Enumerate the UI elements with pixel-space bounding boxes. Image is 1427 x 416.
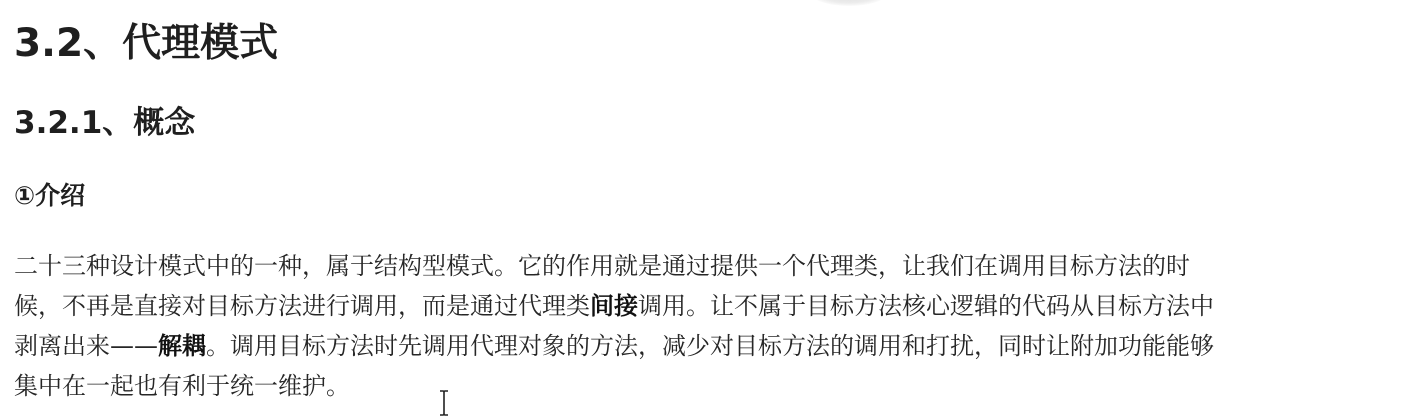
- paragraph-line-3-start: 剥离出来——: [14, 332, 158, 360]
- intro-heading: ①介绍: [14, 181, 86, 210]
- paragraph-line-4: 集中在一起也有利于统一维护。: [14, 372, 350, 400]
- i-beam-cursor-icon: [438, 390, 450, 416]
- paragraph-line-2: [14, 286, 1409, 326]
- paragraph-line-1: 二十三种设计模式中的一种，属于结构型模式。它的作用就是通过提供一个代理类，让我们在调用目标方法的时: [14, 252, 1190, 280]
- top-edge-shadow: [810, 0, 888, 6]
- bold-term-indirect: 间接: [590, 292, 638, 320]
- bold-term-decouple: 解耦: [158, 332, 206, 360]
- section-title: 3.2、代理模式: [14, 21, 279, 66]
- subsection-title: 3.2.1、概念: [14, 105, 196, 141]
- paragraph-line-3-end: 。调用目标方法时先调用代理对象的方法，减少对目标方法的调用和打扰，同时让附加功能能够: [206, 332, 1214, 360]
- paragraph-line-2-end: 调用。让不属于目标方法核心逻辑的代码从目标方法中: [638, 292, 1214, 320]
- concept-paragraph: [14, 246, 1409, 406]
- paragraph-line-3: [14, 326, 1409, 366]
- paragraph-line-2-start: 候，不再是直接对目标方法进行调用，而是通过代理类: [14, 292, 590, 320]
